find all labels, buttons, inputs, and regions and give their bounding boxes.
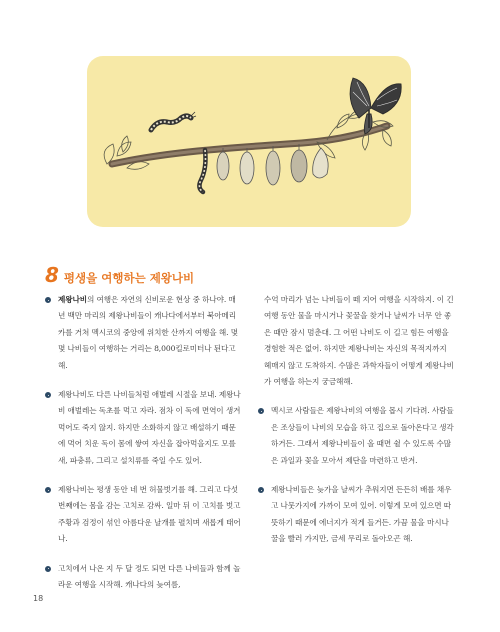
section-heading bbox=[45, 263, 194, 287]
monarch-butterfly-drawing bbox=[350, 78, 401, 134]
section-number: 8 bbox=[45, 263, 59, 287]
bullet-icon bbox=[258, 408, 264, 414]
paragraph bbox=[45, 292, 241, 374]
paragraph-text: 수억 마리가 넘는 나비들이 떼 지어 여행을 시작하지. 이 긴 여행 동안 물을 마시거나 꽃꿀을 찾거나 날씨가 너무 안 좋은 때만 잠시 멈춘대. 그 어떤 나비도 이 길고 힘든 여행을 경험한 적은 없어. 하지만 제왕나비는 자신의 목적지까지 헤매지 않고 도착하지. 수많은 과학자들이 어떻게 제왕나비가 여행을 하는지 궁금해해. bbox=[264, 295, 454, 387]
bullet-icon bbox=[258, 487, 264, 493]
page-number: 18 bbox=[33, 594, 44, 603]
paragraph-text: 제왕나비도 다른 나비들처럼 애벌레 시절을 보내. 제왕나비 애벌레는 독초를 먹고 자라. 점차 이 독에 면역이 생겨 먹어도 죽지 않지. 하지만 소화하지 않고 배설하기 때문에 먹어 치운 독이 몸에 쌓여 자신을 잡아먹을지도 모를 새, 파충류, 그리고 설치류를 죽일 수도 있어. bbox=[58, 390, 241, 465]
paragraph bbox=[258, 403, 454, 469]
paragraph-continuation bbox=[258, 292, 454, 390]
bold-lead: 제왕나비 bbox=[58, 295, 87, 304]
section-title: 평생을 여행하는 제왕나비 bbox=[63, 271, 195, 285]
right-text-column bbox=[258, 292, 454, 561]
paragraph-text: 제왕나비는 평생 동안 네 번 허물벗기를 해. 그리고 다섯 번째에는 몸을 감는 고치로 감싸. 일마 뒤 이 고치를 벗고 주황과 검정이 섞인 아름다운 날개를 펼치며 새롭게 태어나. bbox=[58, 485, 241, 544]
paragraph bbox=[45, 482, 241, 548]
paragraph-text: 고치에서 나온 지 두 달 정도 되면 다른 나비들과 함께 놀라운 여행을 시작해. 캐나다의 늦여름, bbox=[58, 563, 241, 590]
paragraph-text: 제왕나비들은 늦가을 날씨가 추워지면 든든히 배를 채우고 나뭇가지에 가까이 모여 있어. 이렇게 모여 있으면 따뜻하기 때문에 에너지가 적게 들거든. 가끔 물을 마시나 꿀을 빨러 가지만, 금세 무리로 돌아오곤 해. bbox=[271, 485, 452, 544]
paragraph bbox=[45, 561, 241, 594]
branch-with-chrysalises-drawing bbox=[87, 56, 411, 227]
paragraph-text: 멕시코 사람들은 제왕나비의 여행을 몹시 기다려. 사람들은 조상들이 나비의 모습을 하고 집으로 돌아온다고 생각하거든. 그래서 제왕나비들이 올 때면 쉴 수 있도록 수많은 과일과 꽃을 모아서 제단을 마련하고 반겨. bbox=[271, 406, 454, 465]
bullet-icon bbox=[45, 297, 51, 303]
bullet-icon bbox=[45, 392, 51, 398]
paragraph bbox=[258, 482, 454, 548]
paragraph bbox=[45, 387, 241, 469]
bullet-icon bbox=[45, 566, 51, 572]
left-text-column bbox=[45, 292, 241, 607]
monarch-lifecycle-illustration bbox=[87, 56, 411, 227]
paragraph-text: 의 여행은 자연의 신비로운 현상 중 하나야. 매년 백만 마리의 제왕나비들이 캐나다에서부터 북아메리카를 거쳐 멕시코의 중앙에 위치한 산까지 여행을 해. 몇몇 나비들이 여행하는 거리는 8,000킬로미터나 된다고 해. bbox=[58, 295, 239, 370]
caterpillar-drawing bbox=[151, 112, 196, 130]
bullet-icon bbox=[45, 487, 51, 493]
